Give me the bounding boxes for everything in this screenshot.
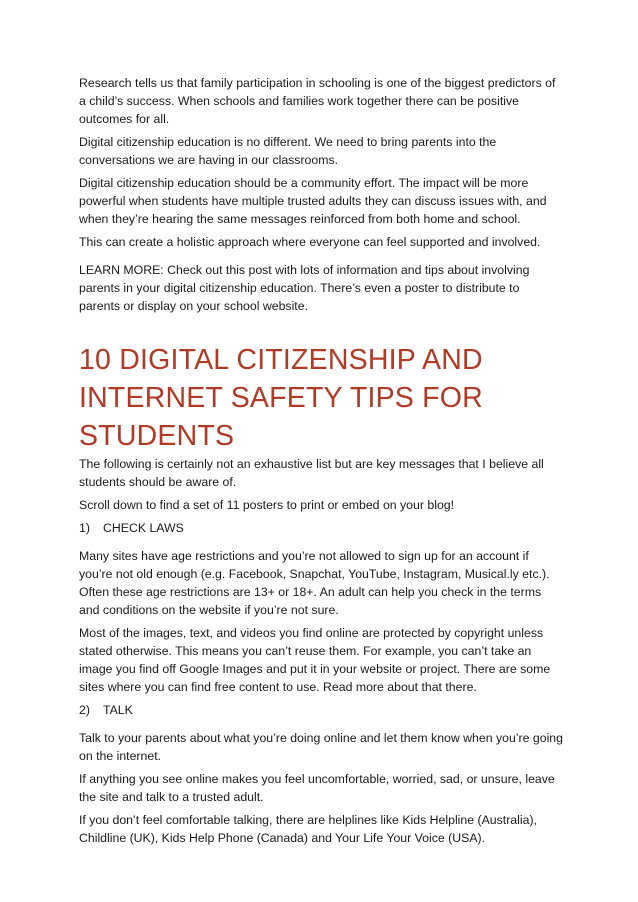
learn-more-paragraph: LEARN MORE: Check out this post with lots of information and tips about involving parents in your digital citizenship education. There’s even a poster to distribute to parents or display on your school website. xyxy=(79,263,530,313)
intro-paragraph-3: Digital citizenship education should be a community effort. The impact will be more powerful when students have multiple trusted adults they can discuss issues with, and when they’re hearing the same messages reinforced from both home and school. xyxy=(79,176,547,226)
tip-2-paragraph-3: If you don’t feel comfortable talking, there are helplines like Kids Helpline (Australia), Childline (UK), Kids Help Phone (Canada) and Your Life Your Voice (USA). xyxy=(79,813,537,845)
tip-1-number: 1) xyxy=(79,521,90,535)
tip-2-title: TALK xyxy=(103,703,133,717)
tip-1-paragraph-1: Many sites have age restrictions and you’re not allowed to sign up for an account if you’re not old enough (e.g. Facebook, Snapchat, YouTube, Instagram, Musical.ly etc.). Often these age restrictions are 13+ or 18+. An adult can help you check in the terms and conditions on the website if you’re not sure. xyxy=(79,549,550,617)
section-intro-paragraph-1: The following is certainly not an exhaustive list but are key messages that I believe all students should be aware of. xyxy=(79,457,544,489)
tip-1-heading xyxy=(79,519,563,537)
intro-paragraph-1: Research tells us that family participation in schooling is one of the biggest predictors of a child’s success. When schools and families work together there can be positive outcomes for all. xyxy=(79,76,556,126)
section-heading: 10 DIGITAL CITIZENSHIP AND INTERNET SAFETY TIPS FOR STUDENTS xyxy=(79,344,483,452)
tip-2-paragraph-2: If anything you see online makes you feel uncomfortable, worried, sad, or unsure, leave the site and talk to a trusted adult. xyxy=(79,772,555,804)
tip-2-heading xyxy=(79,701,563,719)
tip-1-paragraph-2: Most of the images, text, and videos you find online are protected by copyright unless stated otherwise. This means you can’t reuse them. For example, you can’t take an image you find off Google Images and put it in your website or project. There are some sites where you can find free content to use. Read more about that there. xyxy=(79,626,551,694)
intro-paragraph-4: This can create a holistic approach where everyone can feel supported and involved. xyxy=(79,235,541,249)
section-intro-paragraph-2: Scroll down to find a set of 11 posters to print or embed on your blog! xyxy=(79,498,455,512)
tip-2-paragraph-1: Talk to your parents about what you’re doing online and let them know when you’re going on the internet. xyxy=(79,731,563,763)
tip-1-title: CHECK LAWS xyxy=(103,521,184,535)
intro-paragraph-2: Digital citizenship education is no different. We need to bring parents into the conversations we are having in our classrooms. xyxy=(79,135,497,167)
tip-2-number: 2) xyxy=(79,703,90,717)
document-page xyxy=(79,74,563,852)
